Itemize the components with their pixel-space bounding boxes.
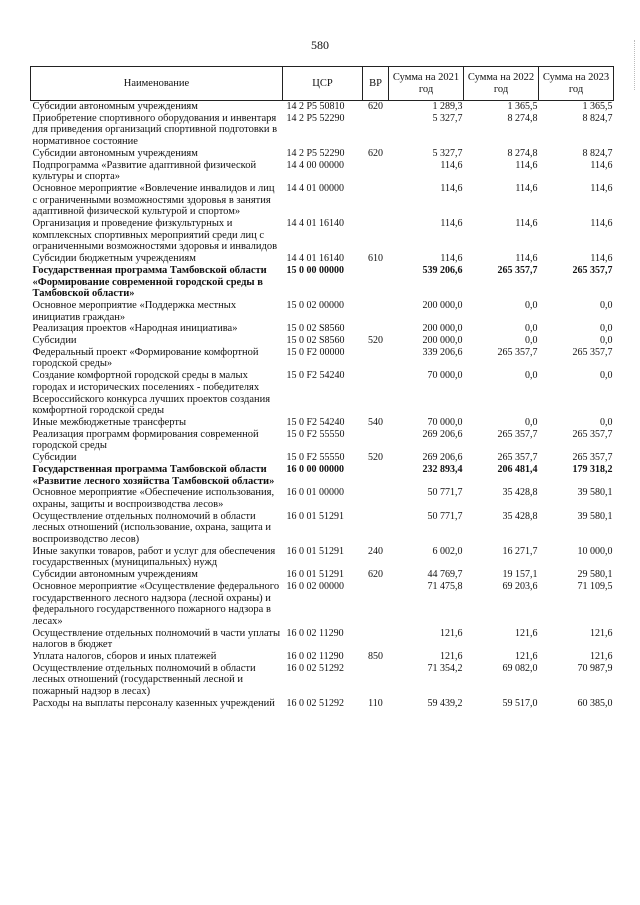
row-sum-2022: 121,6: [515, 651, 538, 663]
row-sum-2023: 39 580,1: [577, 510, 613, 522]
row-csr: 15 0 02 S8560: [286, 323, 345, 335]
row-sum-2023: 265 357,7: [572, 428, 613, 440]
row-name: Основное мероприятие «Вовлечение инвалидов и лиц с ограниченными возможностями здоровья в занятия адаптивной физической культурой и спортом»: [32, 182, 275, 218]
row-sum-2021: 5 327,7: [432, 112, 463, 124]
table-row: [31, 183, 614, 218]
row-vr: [363, 113, 389, 148]
row-name: Расходы на выплаты персоналу казенных учреждений: [32, 697, 275, 709]
row-sum-2021: 269 206,6: [422, 452, 463, 464]
row-name: Субсидии бюджетным учреждениям: [32, 253, 196, 265]
row-sum-2023: 121,6: [590, 651, 613, 663]
scan-edge-mark: [634, 40, 638, 90]
row-sum-2022: 114,6: [515, 253, 538, 265]
row-vr: [363, 347, 389, 370]
row-sum-2022: 114,6: [515, 218, 538, 230]
row-sum-2022: 265 357,7: [497, 452, 538, 464]
row-csr: 15 0 02 S8560: [286, 335, 345, 347]
row-vr: [363, 663, 389, 698]
row-sum-2021: 59 439,2: [427, 697, 463, 709]
table-body: [31, 101, 614, 710]
row-sum-2023: 10 000,0: [577, 545, 613, 557]
table-row: [31, 546, 614, 569]
row-sum-2023: 8 824,7: [582, 112, 613, 124]
row-sum-2022: 19 157,1: [502, 569, 538, 581]
row-vr: [363, 429, 389, 452]
row-sum-2023: 29 580,1: [577, 569, 613, 581]
row-sum-2022: 0,0: [525, 416, 538, 428]
table-row: [31, 335, 614, 347]
row-csr: 16 0 01 51291: [286, 569, 344, 581]
row-vr: [363, 628, 389, 651]
row-sum-2023: 0,0: [600, 299, 613, 311]
row-sum-2022: 69 082,0: [502, 662, 538, 674]
row-vr: 540: [368, 416, 383, 428]
row-name: Федеральный проект «Формирование комфортной городской среды»: [32, 346, 259, 370]
row-sum-2023: 0,0: [600, 370, 613, 382]
row-sum-2021: 200 000,0: [422, 335, 463, 347]
row-vr: [363, 511, 389, 546]
row-sum-2022: 69 203,6: [502, 580, 538, 592]
row-sum-2021: 200 000,0: [422, 323, 463, 335]
row-csr: 16 0 00 00000: [286, 463, 344, 475]
row-csr: 14 2 P5 52290: [286, 147, 345, 159]
row-sum-2022: 121,6: [515, 627, 538, 639]
row-sum-2023: 114,6: [590, 182, 613, 194]
row-csr: 15 0 F2 55550: [286, 428, 345, 440]
row-sum-2021: 5 327,7: [432, 147, 463, 159]
row-sum-2023: 8 824,7: [582, 147, 613, 159]
row-name: Основное мероприятие «Осуществление федерального государственного лесного надзора (лесной охраны) и федерального государственного пожарного надзора в лесах»: [32, 580, 280, 627]
row-vr: [363, 160, 389, 183]
row-name: Основное мероприятие «Обеспечение использования, охраны, защиты и воспроизводства лесов»: [32, 487, 275, 510]
row-sum-2023: 0,0: [600, 416, 613, 428]
row-sum-2022: 0,0: [525, 335, 538, 347]
row-sum-2022: 265 357,7: [497, 264, 538, 276]
row-name: Иные закупки товаров, работ и услуг для обеспечения государственных (муниципальных) нужд: [32, 545, 276, 569]
table-row: [31, 323, 614, 335]
row-vr: 620: [368, 569, 383, 581]
row-vr: [363, 323, 389, 335]
row-name: Организация и проведение физкультурных и комплексных спортивных мероприятий среди лиц с ограниченными возможностями здоровья и инвалидов: [32, 218, 278, 253]
row-csr: 14 4 01 16140: [286, 218, 344, 230]
row-name: Осуществление отдельных полномочий в области лесных отношений (использование, охрана, защита и воспроизводство лесов): [32, 510, 271, 546]
row-sum-2023: 265 357,7: [572, 452, 613, 464]
table-row: [31, 429, 614, 452]
row-name: Осуществление отдельных полномочий в области лесных отношений (государственный лесной и пожарный надзор в лесах): [32, 662, 256, 698]
row-sum-2022: 114,6: [515, 159, 538, 171]
row-name: Государственная программа Тамбовской области «Формирование современной городской среды в Тамбовской области»: [32, 264, 267, 300]
row-sum-2022: 0,0: [525, 299, 538, 311]
table-row: [31, 452, 614, 464]
row-name: Подпрограмма «Развитие адаптивной физической культуры и спорта»: [32, 159, 257, 183]
row-vr: [363, 487, 389, 510]
row-csr: 16 0 02 11290: [286, 627, 344, 639]
table-row: [31, 417, 614, 429]
table-row: [31, 253, 614, 265]
row-sum-2022: 265 357,7: [497, 346, 538, 358]
row-sum-2021: 44 769,7: [427, 569, 463, 581]
table-row: [31, 113, 614, 148]
row-vr: 850: [368, 651, 383, 663]
row-name: Уплата налогов, сборов и иных платежей: [32, 651, 217, 663]
row-vr: [363, 183, 389, 218]
row-csr: 14 4 01 00000: [286, 182, 344, 194]
row-sum-2021: 200 000,0: [422, 299, 463, 311]
row-csr: 15 0 00 00000: [286, 264, 344, 276]
row-sum-2021: 114,6: [440, 218, 463, 230]
row-sum-2023: 39 580,1: [577, 487, 613, 499]
row-csr: 15 0 F2 54240: [286, 370, 345, 382]
row-csr: 14 4 01 16140: [286, 253, 344, 265]
row-sum-2021: 114,6: [440, 159, 463, 171]
row-csr: 16 0 02 51292: [286, 697, 344, 709]
row-vr: [363, 218, 389, 253]
table-row: [31, 628, 614, 651]
row-name: Субсидии автономным учреждениям: [32, 569, 198, 581]
row-csr: 16 0 02 51292: [286, 662, 344, 674]
row-sum-2022: 59 517,0: [502, 697, 538, 709]
row-sum-2021: 121,6: [440, 627, 463, 639]
row-csr: 16 0 02 00000: [286, 580, 344, 592]
row-sum-2023: 70 987,9: [577, 662, 613, 674]
row-name: Реализация программ формирования современной городской среды: [32, 428, 259, 452]
header-name: Наименование: [31, 67, 283, 101]
row-vr: [363, 581, 389, 628]
row-vr: [363, 300, 389, 323]
row-name: Реализация проектов «Народная инициатива»: [32, 323, 238, 335]
table-row: [31, 698, 614, 710]
row-vr: 520: [368, 452, 383, 464]
row-vr: 240: [368, 545, 383, 557]
row-sum-2022: 265 357,7: [497, 428, 538, 440]
row-vr: 110: [368, 697, 383, 709]
table-row: [31, 265, 614, 300]
row-name: Основное мероприятие «Поддержка местных инициатив граждан»: [32, 299, 237, 323]
row-sum-2022: 114,6: [515, 182, 538, 194]
row-csr: 14 4 00 00000: [286, 159, 344, 171]
row-vr: 610: [368, 253, 383, 265]
row-sum-2021: 339 206,6: [422, 346, 463, 358]
row-csr: 14 2 P5 50810: [286, 101, 345, 112]
row-sum-2023: 0,0: [600, 323, 613, 335]
table-row: [31, 663, 614, 698]
row-vr: 620: [368, 101, 383, 112]
row-sum-2023: 179 318,2: [572, 463, 613, 475]
row-name: Субсидии: [32, 335, 77, 347]
row-sum-2021: 50 771,7: [427, 510, 463, 522]
row-sum-2021: 121,6: [440, 651, 463, 663]
row-sum-2023: 265 357,7: [572, 346, 613, 358]
row-csr: 16 0 02 11290: [286, 651, 344, 663]
row-sum-2021: 269 206,6: [422, 428, 463, 440]
row-csr: 16 0 01 00000: [286, 487, 344, 499]
row-csr: 15 0 02 00000: [286, 299, 344, 311]
row-sum-2022: 16 271,7: [502, 545, 538, 557]
table-header-row: [31, 67, 614, 101]
row-sum-2021: 114,6: [440, 253, 463, 265]
row-sum-2022: 8 274,8: [507, 112, 538, 124]
row-sum-2023: 114,6: [590, 159, 613, 171]
row-sum-2022: 8 274,8: [507, 147, 538, 159]
table-row: [31, 651, 614, 663]
row-name: Субсидии автономным учреждениям: [32, 147, 198, 159]
table-row: [31, 487, 614, 510]
table-row: [31, 160, 614, 183]
row-vr: [363, 464, 389, 487]
row-sum-2023: 114,6: [590, 218, 613, 230]
row-name: Субсидии автономным учреждениям: [32, 101, 198, 112]
row-name: Субсидии: [32, 452, 77, 464]
row-sum-2023: 60 385,0: [577, 697, 613, 709]
row-sum-2023: 0,0: [600, 335, 613, 347]
table-row: [31, 101, 614, 113]
row-sum-2023: 71 109,5: [577, 580, 613, 592]
row-sum-2022: 0,0: [525, 370, 538, 382]
header-sum-2021: Сумма на 2021 год: [389, 67, 464, 101]
row-sum-2023: 121,6: [590, 627, 613, 639]
row-sum-2021: 539 206,6: [422, 264, 463, 276]
table-row: [31, 464, 614, 487]
page-number: 580: [311, 38, 329, 52]
header-sum-2023: Сумма на 2023 год: [539, 67, 614, 101]
row-sum-2021: 50 771,7: [427, 487, 463, 499]
table-row: [31, 511, 614, 546]
row-name: Государственная программа Тамбовской области «Развитие лесного хозяйства Тамбовской области»: [32, 463, 275, 487]
row-csr: 15 0 F2 00000: [286, 346, 345, 358]
row-csr: 16 0 01 51291: [286, 545, 344, 557]
header-vr: ВР: [363, 67, 389, 101]
row-name: Приобретение спортивного оборудования и инвентаря для приведения организаций спортивной подготовки в нормативное состояние: [32, 112, 278, 148]
row-name: Иные межбюджетные трансферты: [32, 416, 187, 428]
row-sum-2021: 71 354,2: [427, 662, 463, 674]
budget-table: [30, 66, 614, 710]
row-csr: 15 0 F2 55550: [286, 452, 345, 464]
row-sum-2021: 1 289,3: [432, 101, 463, 112]
row-sum-2021: 114,6: [440, 182, 463, 194]
table-row: [31, 300, 614, 323]
row-sum-2021: 70 000,0: [427, 416, 463, 428]
table-row: [31, 148, 614, 160]
row-sum-2022: 1 365,5: [507, 101, 538, 112]
table-row: [31, 347, 614, 370]
table-row: [31, 370, 614, 417]
row-vr: [363, 370, 389, 417]
row-sum-2021: 232 893,4: [422, 463, 463, 475]
row-sum-2023: 265 357,7: [572, 264, 613, 276]
table-row: [31, 569, 614, 581]
row-vr: [363, 265, 389, 300]
row-sum-2021: 70 000,0: [427, 370, 463, 382]
table-row: [31, 218, 614, 253]
header-csr: ЦСР: [283, 67, 363, 101]
table-row: [31, 581, 614, 628]
row-csr: 15 0 F2 54240: [286, 416, 345, 428]
row-sum-2022: 206 481,4: [497, 463, 538, 475]
row-sum-2022: 0,0: [525, 323, 538, 335]
row-sum-2022: 35 428,8: [502, 487, 538, 499]
row-csr: 14 2 P5 52290: [286, 112, 345, 124]
row-vr: 520: [368, 335, 383, 347]
row-sum-2022: 35 428,8: [502, 510, 538, 522]
row-vr: 620: [368, 147, 383, 159]
row-name: Осуществление отдельных полномочий в части уплаты налогов в бюджет: [32, 627, 281, 651]
row-sum-2023: 1 365,5: [582, 101, 613, 112]
row-name: Создание комфортной городской среды в малых городах и исторических поселениях - победителях Всероссийского конкурса лучших проектов создания комфортной городской среды: [32, 370, 271, 417]
row-csr: 16 0 01 51291: [286, 510, 344, 522]
row-sum-2023: 114,6: [590, 253, 613, 265]
row-sum-2021: 6 002,0: [432, 545, 463, 557]
header-sum-2022: Сумма на 2022 год: [464, 67, 539, 101]
row-sum-2021: 71 475,8: [427, 580, 463, 592]
